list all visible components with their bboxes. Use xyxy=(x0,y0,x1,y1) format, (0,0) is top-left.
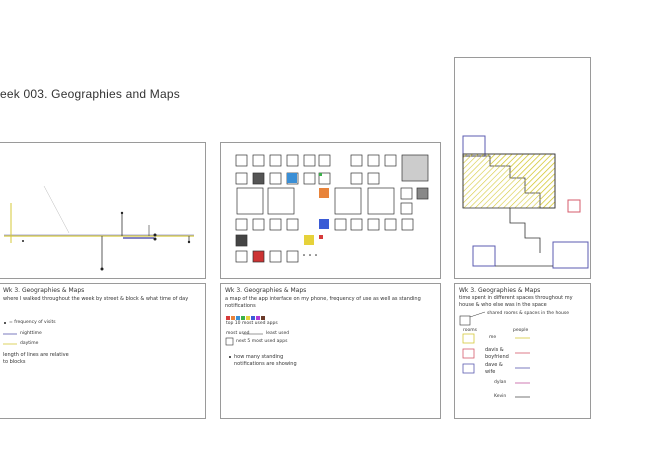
page-title: eek 003. Geographies and Maps xyxy=(0,87,180,101)
card3-col-people: people xyxy=(513,328,529,333)
app-color-swatch xyxy=(261,316,265,320)
walk-map-drawing xyxy=(0,143,206,279)
card3-row-me: me xyxy=(489,335,497,340)
card2-legend-most-used: most used xyxy=(226,331,250,336)
card3-row-davis: davis & boyfriend xyxy=(485,347,509,360)
app-map-caption-card xyxy=(220,283,441,419)
card3-row-dave: dave & wife xyxy=(485,362,503,375)
card3-heading: Wk 3. Geographies & Maps xyxy=(459,287,541,294)
app-grid-drawing xyxy=(221,143,441,279)
card1-legend-daytime: daytime xyxy=(20,341,39,346)
card2-heading: Wk 3. Geographies & Maps xyxy=(225,287,307,294)
card2-legend-notifications: how many standing notifications are showing xyxy=(234,354,297,367)
card2-legend-next5: next 5 most used apps xyxy=(236,339,288,344)
app-color-swatch xyxy=(231,316,235,320)
app-color-swatch xyxy=(251,316,255,320)
card1-legend-nighttime: nighttime xyxy=(20,331,42,336)
app-color-swatch xyxy=(226,316,230,320)
house-map-caption-card xyxy=(454,283,591,419)
card1-legend-length: length of lines are relative to blocks xyxy=(3,352,69,365)
card3-row-dylan: dylan xyxy=(494,380,507,385)
app-color-swatch xyxy=(246,316,250,320)
card1-heading: Wk 3. Geographies & Maps xyxy=(3,287,85,294)
walk-map-caption-card xyxy=(0,283,206,419)
house-floorplan-drawing xyxy=(455,58,591,279)
card2-description: a map of the app interface on my phone, frequency of use as well as standing notifications xyxy=(225,296,421,309)
card3-col-rooms: rooms xyxy=(463,328,477,333)
card3-description: time spent in different spaces throughout my house & who else was in the space xyxy=(459,295,573,308)
card1-description: where I walked throughout the week by street & block & what time of day xyxy=(3,296,189,302)
card3-legend-graphics xyxy=(455,284,591,419)
app-color-swatch xyxy=(256,316,260,320)
card1-legend-frequency: = frequency of visits xyxy=(9,320,56,325)
card3-row-kevin: Kevin xyxy=(494,394,507,399)
walk-map-image xyxy=(0,142,206,279)
card2-legend-swatches xyxy=(221,284,441,419)
card2-legend-top10: top 10 most used apps xyxy=(226,321,278,326)
house-spaces-map-image xyxy=(454,57,591,279)
card2-legend-least-used: least used xyxy=(266,331,290,336)
app-interface-map-image xyxy=(220,142,441,279)
card3-legend-rooms: shared rooms & spaces in the house xyxy=(487,311,570,316)
app-color-swatch xyxy=(241,316,245,320)
app-color-swatch xyxy=(236,316,240,320)
